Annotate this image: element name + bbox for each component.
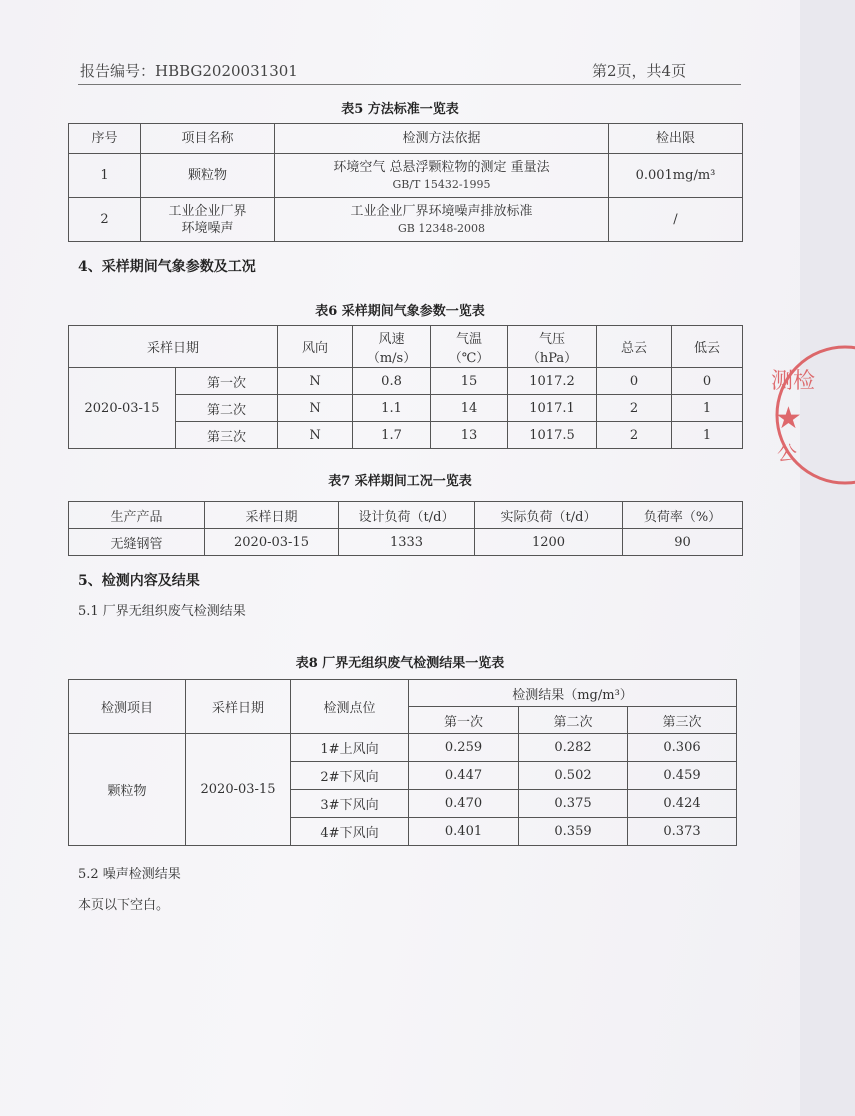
- subsection-5-1: 5.1 厂界无组织废气检测结果: [78, 604, 246, 619]
- sampling-round: 第二次: [176, 395, 278, 422]
- header-rule: [78, 84, 741, 85]
- col-header: 检测点位: [291, 680, 409, 734]
- low-cloud: 1: [672, 422, 743, 449]
- table8-caption: 表8 厂界无组织废气检测结果一览表: [295, 656, 505, 671]
- result-value: 0.459: [628, 762, 737, 790]
- sampling-round: 第一次: [176, 368, 278, 395]
- table-row: [69, 198, 743, 242]
- method-code: GB/T 15432-1995: [392, 177, 491, 191]
- seal-star-icon: ★: [775, 401, 802, 436]
- col-header: [353, 326, 431, 368]
- row-number: 1: [69, 154, 141, 198]
- item-name: [141, 198, 275, 242]
- subsection-5-2: 5.2 噪声检测结果: [78, 867, 181, 882]
- header-unit: （℃）: [448, 350, 490, 366]
- table5-caption: 表5 方法标准一览表: [341, 102, 459, 117]
- header-unit: （m/s）: [366, 350, 417, 366]
- total-cloud: 2: [597, 395, 672, 422]
- result-value: 0.424: [628, 790, 737, 818]
- col-header: 第三次: [628, 707, 737, 734]
- table-row: [69, 734, 737, 762]
- detection-limit: 0.001mg/m³: [609, 154, 743, 198]
- sampling-point: 3#下风向: [291, 790, 409, 818]
- seal-text: 公: [777, 441, 797, 465]
- total-cloud: 2: [597, 422, 672, 449]
- wind-direction: N: [278, 395, 353, 422]
- temperature: 14: [431, 395, 508, 422]
- item-name-line: 工业企业厂界: [168, 203, 247, 219]
- col-header: 设计负荷（t/d）: [339, 502, 475, 529]
- wind-speed: 1.1: [353, 395, 431, 422]
- table6-caption: 表6 采样期间气象参数一览表: [315, 304, 485, 319]
- result-value: 0.447: [409, 762, 519, 790]
- table7-caption: 表7 采样期间工况一览表: [328, 474, 472, 489]
- method-title: 环境空气 总悬浮颗粒物的测定 重量法: [333, 159, 550, 175]
- col-header: 序号: [69, 124, 141, 154]
- col-header: 采样日期: [69, 326, 278, 368]
- table-header-row: [69, 326, 743, 368]
- col-header: 检出限: [609, 124, 743, 154]
- table-header-row: [69, 124, 743, 154]
- method-basis: [275, 198, 609, 242]
- wind-direction: N: [278, 368, 353, 395]
- load-rate: 90: [623, 529, 743, 556]
- page-indicator: 第2页，共4页: [592, 62, 687, 80]
- wind-direction: N: [278, 422, 353, 449]
- sampling-point: 4#下风向: [291, 818, 409, 846]
- col-header: [431, 326, 508, 368]
- design-load: 1333: [339, 529, 475, 556]
- col-header: 采样日期: [186, 680, 291, 734]
- working-conditions-table: [68, 501, 743, 556]
- item-name-line: 环境噪声: [181, 220, 234, 236]
- header-label: 气压: [539, 331, 566, 347]
- header-label: 气温: [456, 331, 483, 347]
- row-number: 2: [69, 198, 141, 242]
- header-label: 风速: [378, 331, 405, 347]
- result-value: 0.375: [519, 790, 628, 818]
- sampling-point: 1#上风向: [291, 734, 409, 762]
- test-item: 颗粒物: [69, 734, 186, 846]
- col-header: 第一次: [409, 707, 519, 734]
- product: 无缝钢管: [69, 529, 205, 556]
- col-header: 采样日期: [205, 502, 339, 529]
- section4-heading: 4、采样期间气象参数及工况: [78, 259, 256, 275]
- result-value: 0.259: [409, 734, 519, 762]
- table-row: [69, 154, 743, 198]
- method-standards-table: [68, 123, 743, 242]
- temperature: 13: [431, 422, 508, 449]
- method-basis: [275, 154, 609, 198]
- col-header: 总云: [597, 326, 672, 368]
- col-header: 第二次: [519, 707, 628, 734]
- sampling-date: 2020-03-15: [69, 368, 176, 449]
- actual-load: 1200: [475, 529, 623, 556]
- low-cloud: 1: [672, 395, 743, 422]
- result-value: 0.373: [628, 818, 737, 846]
- weather-parameters-table: [68, 325, 743, 449]
- pressure: 1017.2: [508, 368, 597, 395]
- low-cloud: 0: [672, 368, 743, 395]
- sampling-round: 第三次: [176, 422, 278, 449]
- table-row: [69, 529, 743, 556]
- exhaust-results-table: [68, 679, 737, 846]
- method-title: 工业企业厂界环境噪声排放标准: [350, 203, 533, 219]
- sampling-point: 2#下风向: [291, 762, 409, 790]
- report-number: 报告编号：HBBG2020031301: [80, 62, 298, 80]
- total-cloud: 0: [597, 368, 672, 395]
- header-unit: （hPa）: [526, 350, 578, 366]
- col-header: [508, 326, 597, 368]
- sampling-date: 2020-03-15: [186, 734, 291, 846]
- col-header: 风向: [278, 326, 353, 368]
- col-header: 实际负荷（t/d）: [475, 502, 623, 529]
- pressure: 1017.1: [508, 395, 597, 422]
- temperature: 15: [431, 368, 508, 395]
- col-header: 生产产品: [69, 502, 205, 529]
- table-header-row: [69, 680, 737, 707]
- wind-speed: 0.8: [353, 368, 431, 395]
- table-row: [69, 368, 743, 395]
- sampling-date: 2020-03-15: [205, 529, 339, 556]
- result-value: 0.306: [628, 734, 737, 762]
- result-value: 0.401: [409, 818, 519, 846]
- result-value: 0.359: [519, 818, 628, 846]
- result-value: 0.470: [409, 790, 519, 818]
- official-seal: [765, 340, 855, 490]
- result-value: 0.502: [519, 762, 628, 790]
- wind-speed: 1.7: [353, 422, 431, 449]
- method-code: GB 12348-2008: [397, 221, 486, 235]
- seal-text: 测检: [771, 369, 816, 394]
- col-header: 负荷率（%）: [623, 502, 743, 529]
- item-name: 颗粒物: [141, 154, 275, 198]
- col-header: 低云: [672, 326, 743, 368]
- pressure: 1017.5: [508, 422, 597, 449]
- result-value: 0.282: [519, 734, 628, 762]
- col-header: 项目名称: [141, 124, 275, 154]
- table-header-row: [69, 502, 743, 529]
- section5-heading: 5、检测内容及结果: [78, 573, 200, 589]
- col-header: 检测项目: [69, 680, 186, 734]
- col-header: 检测结果（mg/m³）: [409, 680, 737, 707]
- col-header: 检测方法依据: [275, 124, 609, 154]
- blank-note: 本页以下空白。: [78, 898, 170, 913]
- detection-limit: /: [609, 198, 743, 242]
